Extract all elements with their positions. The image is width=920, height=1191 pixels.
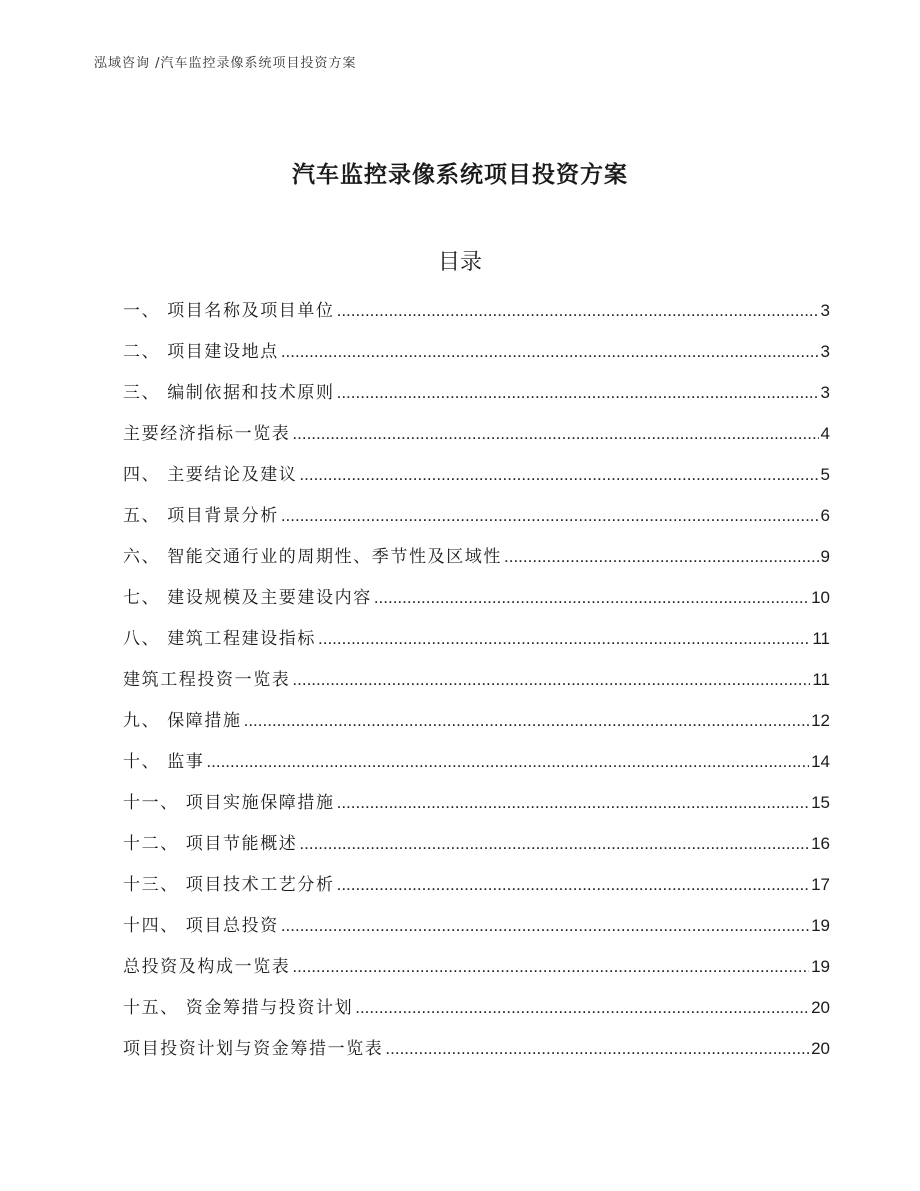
toc-entry-label: 十四、 项目总投资 xyxy=(123,916,279,936)
toc-page-number: 5 xyxy=(820,465,830,484)
toc-page-number: 20 xyxy=(811,998,830,1017)
toc-dot-leader xyxy=(374,588,809,608)
toc-page-number: 14 xyxy=(811,752,830,771)
toc-page-number: 17 xyxy=(811,875,830,894)
toc-dot-leader xyxy=(292,670,810,690)
toc-entry-label: 四、 主要结论及建议 xyxy=(123,465,298,485)
toc-entry-label: 九、 保障措施 xyxy=(123,711,242,731)
toc-page-number: 11 xyxy=(812,670,830,689)
toc-dot-leader xyxy=(337,301,819,321)
toc-dot-leader xyxy=(355,998,809,1018)
toc-entry-label: 一、 项目名称及项目单位 xyxy=(123,301,335,321)
toc-entry[interactable] xyxy=(123,337,830,378)
toc-dot-leader xyxy=(318,629,810,649)
toc-entry[interactable] xyxy=(123,911,830,952)
toc-dot-leader xyxy=(206,752,809,772)
toc-entry[interactable] xyxy=(123,624,830,665)
toc-dot-leader xyxy=(337,383,819,403)
toc-dot-leader xyxy=(385,1039,809,1059)
toc-page-number: 9 xyxy=(820,547,830,566)
toc-page-number: 15 xyxy=(811,793,830,812)
toc-entry[interactable] xyxy=(123,460,830,501)
toc-page-number: 6 xyxy=(820,506,830,525)
toc-page-number: 10 xyxy=(811,588,830,607)
toc-entry[interactable] xyxy=(123,870,830,911)
toc-heading: 目录 xyxy=(437,250,482,275)
toc-dot-leader xyxy=(244,711,809,731)
toc-entry[interactable] xyxy=(123,419,830,460)
toc-page-number: 3 xyxy=(820,383,830,402)
toc-entry-label: 十、 监事 xyxy=(123,752,205,772)
toc-dot-leader xyxy=(299,465,818,485)
toc-dot-leader xyxy=(337,875,809,895)
toc-entry[interactable] xyxy=(123,747,830,788)
document-title: 汽车监控录像系统项目投资方案 xyxy=(292,162,628,188)
toc-page-number: 3 xyxy=(820,301,830,320)
toc-entry[interactable] xyxy=(123,788,830,829)
toc-page-number: 4 xyxy=(820,424,830,443)
toc-dot-leader xyxy=(299,834,809,854)
toc-entry[interactable] xyxy=(123,952,830,993)
toc-entry-label: 二、 项目建设地点 xyxy=(123,342,279,362)
toc-entry-label: 十五、 资金筹措与投资计划 xyxy=(123,998,354,1018)
toc-dot-leader xyxy=(281,916,809,936)
toc-entry-label: 八、 建筑工程建设指标 xyxy=(123,629,317,649)
toc-entry[interactable] xyxy=(123,378,830,419)
toc-entry[interactable] xyxy=(123,665,830,706)
toc-page-number: 11 xyxy=(812,629,830,648)
toc-dot-leader xyxy=(292,424,818,444)
toc-entry[interactable] xyxy=(123,1034,830,1075)
toc-entry-label: 主要经济指标一览表 xyxy=(123,424,291,444)
toc-entry[interactable] xyxy=(123,829,830,870)
table-of-contents xyxy=(123,296,830,1075)
toc-dot-leader xyxy=(504,547,819,567)
toc-dot-leader xyxy=(281,506,819,526)
toc-page-number: 12 xyxy=(811,711,830,730)
toc-entry[interactable] xyxy=(123,501,830,542)
header-divider xyxy=(90,74,830,75)
toc-entry-label: 七、 建设规模及主要建设内容 xyxy=(123,588,372,608)
toc-page-number: 3 xyxy=(820,342,830,361)
running-header: 泓域咨询 /汽车监控录像系统项目投资方案 xyxy=(94,56,357,71)
toc-page-number: 19 xyxy=(811,957,830,976)
toc-entry-label: 十一、 项目实施保障措施 xyxy=(123,793,335,813)
toc-page-number: 20 xyxy=(811,1039,830,1058)
toc-entry[interactable] xyxy=(123,583,830,624)
toc-page-number: 19 xyxy=(811,916,830,935)
toc-entry[interactable] xyxy=(123,706,830,747)
toc-entry[interactable] xyxy=(123,993,830,1034)
toc-entry[interactable] xyxy=(123,296,830,337)
toc-entry-label: 三、 编制依据和技术原则 xyxy=(123,383,335,403)
toc-entry[interactable] xyxy=(123,542,830,583)
toc-dot-leader xyxy=(292,957,809,977)
toc-page-number: 16 xyxy=(811,834,830,853)
toc-entry-label: 总投资及构成一览表 xyxy=(123,957,291,977)
toc-entry-label: 十三、 项目技术工艺分析 xyxy=(123,875,335,895)
toc-entry-label: 建筑工程投资一览表 xyxy=(123,670,291,690)
toc-dot-leader xyxy=(281,342,819,362)
toc-dot-leader xyxy=(337,793,809,813)
toc-entry-label: 五、 项目背景分析 xyxy=(123,506,279,526)
toc-entry-label: 六、 智能交通行业的周期性、季节性及区域性 xyxy=(123,547,503,567)
toc-entry-label: 项目投资计划与资金筹措一览表 xyxy=(123,1039,384,1059)
toc-entry-label: 十二、 项目节能概述 xyxy=(123,834,298,854)
